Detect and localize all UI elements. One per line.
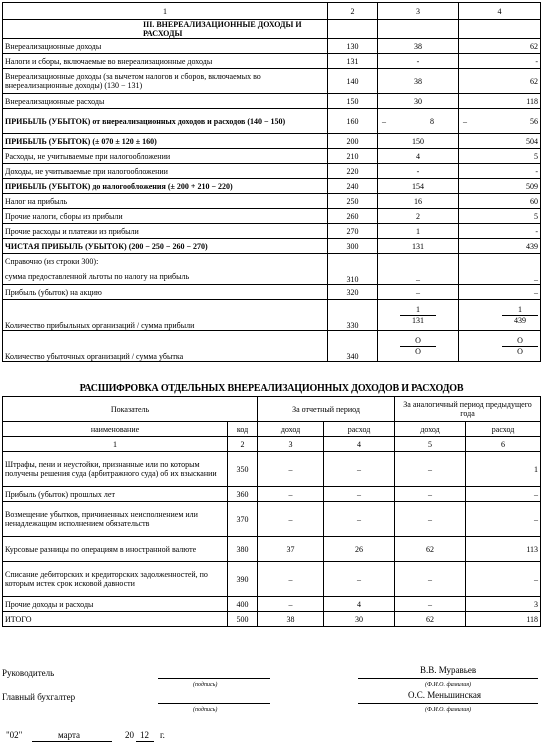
row-expense-previous: – <box>466 487 541 502</box>
table-row <box>3 537 541 562</box>
row-code: 310 <box>328 254 378 285</box>
row-income-previous: – <box>395 597 466 612</box>
row-label: Курсовые разницы по операциям в иностранной валюте <box>3 537 228 562</box>
col-number-6: 6 <box>466 437 541 452</box>
table-row <box>3 254 541 285</box>
sign-dash: – <box>463 116 467 126</box>
row-value-current <box>378 109 459 134</box>
row-expense-current: – <box>324 487 395 502</box>
table-row <box>3 134 541 149</box>
income-expense-table <box>2 2 541 362</box>
row-label: ЧИСТАЯ ПРИБЫЛЬ (УБЫТОК) (200 − 250 − 260 − 270) <box>3 239 328 254</box>
table-row <box>3 452 541 487</box>
row-income-current: – <box>258 452 324 487</box>
row-income-current: – <box>258 562 324 597</box>
breakdown-title: РАСШИФРОВКА ОТДЕЛЬНЫХ ВНЕРЕАЛИЗАЦИОННЫХ ДОХОДОВ И РАСХОДОВ <box>79 383 464 394</box>
fraction-denominator: О <box>517 346 523 356</box>
header-previous-period: За аналогичный период предыдущего года <box>395 397 541 422</box>
row-code: 330 <box>328 300 378 331</box>
row-code: 240 <box>328 179 378 194</box>
row-value-previous: 60 <box>459 194 541 209</box>
row-label: ПРИБЫЛЬ (УБЫТОК) до налогообложения (± 200 + 210 − 220) <box>3 179 328 194</box>
accountant-signature-caption: (подпись) <box>193 707 218 713</box>
row-expense-current: 30 <box>324 612 395 627</box>
table-row <box>3 194 541 209</box>
row-label: Прочие расходы и платежи из прибыли <box>3 224 328 239</box>
accountant-label: Главный бухгалтер <box>2 692 76 702</box>
row-code: 200 <box>328 134 378 149</box>
fraction-numerator: О <box>400 336 436 347</box>
col-number-4: 4 <box>324 437 395 452</box>
col-number-1: 1 <box>3 3 328 20</box>
section-title: III. ВНЕРЕАЛИЗАЦИОННЫЕ ДОХОДЫ И РАСХОДЫ <box>3 20 328 39</box>
row-label: ПРИБЫЛЬ (УБЫТОК) (± 070 ± 120 ± 160) <box>3 134 328 149</box>
col-number-2: 2 <box>328 3 378 20</box>
row-code: 140 <box>328 69 378 94</box>
row-label: Прочие налоги, сборы из прибыли <box>3 209 328 224</box>
row-income-previous: – <box>395 452 466 487</box>
date-year: 12 <box>140 730 149 740</box>
value: 56 <box>530 116 538 126</box>
row-code: 260 <box>328 209 378 224</box>
row-value-current: - <box>378 54 459 69</box>
fraction <box>400 336 436 357</box>
row-income-current: – <box>258 487 324 502</box>
row-expense-previous: 1 <box>466 452 541 487</box>
col-number-5: 5 <box>395 437 466 452</box>
row-label: Налог на прибыль <box>3 194 328 209</box>
header-code: код <box>228 422 258 437</box>
row-value-current: 16 <box>378 194 459 209</box>
value: 8 <box>430 116 434 126</box>
header-income-previous: доход <box>395 422 466 437</box>
row-label: Списание дебиторских и кредиторских задолженностей, по которым истек срок исковой давности <box>3 562 228 597</box>
row-value-current <box>378 331 459 362</box>
row-code: 400 <box>228 597 258 612</box>
fraction-numerator: О <box>502 336 538 347</box>
fraction <box>400 305 436 326</box>
row-value-current: 38 <box>378 69 459 94</box>
row-label: Налоги и сборы, включаемые во внереализационные доходы <box>3 54 328 69</box>
fraction-numerator: 1 <box>502 305 538 316</box>
date-month: марта <box>58 730 81 740</box>
row-value-previous: 62 <box>459 69 541 94</box>
row-code: 390 <box>228 562 258 597</box>
reference-label: Справочно (из строки 300): <box>5 257 99 266</box>
row-value-previous: - <box>459 224 541 239</box>
date-day: "02" <box>6 730 23 740</box>
sign-dash: – <box>382 116 386 126</box>
row-value-previous <box>459 109 541 134</box>
row-code: 250 <box>328 194 378 209</box>
row-value-current: 30 <box>378 94 459 109</box>
row-code: 270 <box>328 224 378 239</box>
row-value-previous: – <box>459 254 541 285</box>
accountant-name: О.С. Меньшинская <box>408 690 481 700</box>
date-year-prefix: 20 <box>125 730 134 740</box>
head-signature-caption: (подпись) <box>193 682 218 688</box>
row-value-previous: 62 <box>459 39 541 54</box>
head-signature-line <box>158 678 270 679</box>
row-value-current: 154 <box>378 179 459 194</box>
table-row <box>3 209 541 224</box>
row-value-current: 4 <box>378 149 459 164</box>
table-row <box>3 39 541 54</box>
row-expense-previous: – <box>466 502 541 537</box>
row-code: 370 <box>228 502 258 537</box>
row-expense-previous: 118 <box>466 612 541 627</box>
table-row <box>3 562 541 597</box>
row-code: 150 <box>328 94 378 109</box>
row-code: 131 <box>328 54 378 69</box>
date-suffix: г. <box>160 730 165 740</box>
row-value-previous: 509 <box>459 179 541 194</box>
accountant-name-caption: (Ф.И.О. фамилия) <box>425 707 471 713</box>
row-label: Количество прибыльных организаций / сумма прибыли <box>3 300 328 331</box>
breakdown-table <box>2 396 541 627</box>
col-number-4: 4 <box>459 3 541 20</box>
row-income-current: – <box>258 597 324 612</box>
table-row <box>3 239 541 254</box>
row-value-current <box>378 300 459 331</box>
header-current-period: За отчетный период <box>258 397 395 422</box>
row-label: Внереализационные расходы <box>3 94 328 109</box>
accountant-signature-line <box>158 703 270 704</box>
row-expense-previous: – <box>466 562 541 597</box>
row-value-previous: 118 <box>459 94 541 109</box>
table-row <box>3 285 541 300</box>
row-code: 300 <box>328 239 378 254</box>
row-value-previous: 504 <box>459 134 541 149</box>
row-code: 500 <box>228 612 258 627</box>
row-value-current: – <box>378 254 459 285</box>
row-label: Прибыль (убыток) прошлых лет <box>3 487 228 502</box>
accountant-name-line <box>358 703 538 704</box>
table-row <box>3 149 541 164</box>
row-income-previous: – <box>395 487 466 502</box>
row-income-current: 37 <box>258 537 324 562</box>
row-income-previous: – <box>395 562 466 597</box>
row-value-current: 2 <box>378 209 459 224</box>
header-indicator: Показатель <box>3 397 258 422</box>
table-row <box>3 109 541 134</box>
table-row <box>3 54 541 69</box>
row-value-previous: 5 <box>459 209 541 224</box>
row-value-current: – <box>378 285 459 300</box>
table-row <box>3 69 541 94</box>
row-value-previous: 439 <box>459 239 541 254</box>
row-income-previous: 62 <box>395 612 466 627</box>
row-label <box>3 254 328 285</box>
table-row <box>3 224 541 239</box>
row-expense-previous: 113 <box>466 537 541 562</box>
row-code: 210 <box>328 149 378 164</box>
header-income-current: доход <box>258 422 324 437</box>
row-value-previous: - <box>459 54 541 69</box>
head-name: В.В. Муравьев <box>420 665 477 675</box>
header-expense-previous: расход <box>466 422 541 437</box>
head-label: Руководитель <box>2 668 55 678</box>
row-code: 380 <box>228 537 258 562</box>
fraction-denominator: 131 <box>412 315 424 325</box>
row-expense-current: – <box>324 562 395 597</box>
table-row <box>3 300 541 331</box>
row-code: 160 <box>328 109 378 134</box>
row-income-previous: – <box>395 502 466 537</box>
row-expense-current: 26 <box>324 537 395 562</box>
head-name-caption: (Ф.И.О. фамилия) <box>425 682 471 688</box>
col-number-3: 3 <box>258 437 324 452</box>
row-value-previous: 5 <box>459 149 541 164</box>
row-code: 350 <box>228 452 258 487</box>
table-row <box>3 164 541 179</box>
col-number-3: 3 <box>378 3 459 20</box>
fraction-denominator: О <box>415 346 421 356</box>
row-income-current: – <box>258 502 324 537</box>
row-income-current: 38 <box>258 612 324 627</box>
table-row <box>3 487 541 502</box>
row-label: Штрафы, пени и неустойки, признанные или по которым получены решения суда (арбитражного суда) об их взыскании <box>3 452 228 487</box>
fraction-numerator: 1 <box>400 305 436 316</box>
row-value-previous <box>459 300 541 331</box>
fraction-denominator: 439 <box>514 315 526 325</box>
fraction <box>502 336 538 357</box>
row-code: 360 <box>228 487 258 502</box>
row-value-current: 1 <box>378 224 459 239</box>
row-expense-current: 4 <box>324 597 395 612</box>
row-code: 220 <box>328 164 378 179</box>
date-month-line <box>32 741 112 742</box>
row-expense-current: – <box>324 452 395 487</box>
table-row <box>3 597 541 612</box>
row-label: Прочие доходы и расходы <box>3 597 228 612</box>
row-label: Количество убыточных организаций / сумма убытка <box>3 331 328 362</box>
head-name-line <box>358 678 538 679</box>
col-number-1: 1 <box>3 437 228 452</box>
row-value-previous: – <box>459 285 541 300</box>
date-year-line <box>136 741 154 742</box>
row-label: ИТОГО <box>3 612 228 627</box>
row-value-current: 150 <box>378 134 459 149</box>
row-value-current: 131 <box>378 239 459 254</box>
table-row <box>3 94 541 109</box>
table-row <box>3 331 541 362</box>
row-label: Возмещение убытков, причиненных неисполнением или ненадлежащим исполнением обязательств <box>3 502 228 537</box>
row-label: Доходы, не учитываемые при налогообложении <box>3 164 328 179</box>
table-row <box>3 612 541 627</box>
row-value-current: 38 <box>378 39 459 54</box>
row-expense-current: – <box>324 502 395 537</box>
row-income-previous: 62 <box>395 537 466 562</box>
row-label: Расходы, не учитываемые при налогообложении <box>3 149 328 164</box>
row-label: Внереализационные доходы (за вычетом налогов и сборов, включаемых во внереализационные доходы) (130 − 131) <box>3 69 328 94</box>
row-label: Внереализационные доходы <box>3 39 328 54</box>
row-label: Прибыль (убыток) на акцию <box>3 285 328 300</box>
header-expense-current: расход <box>324 422 395 437</box>
row-expense-previous: 3 <box>466 597 541 612</box>
row-label: ПРИБЫЛЬ (УБЫТОК) от внереализационных доходов и расходов (140 − 150) <box>3 109 328 134</box>
benefit-label: сумма предоставленной льготы по налогу на прибыль <box>5 272 190 281</box>
table-row <box>3 502 541 537</box>
row-code: 130 <box>328 39 378 54</box>
table-row <box>3 179 541 194</box>
fraction <box>502 305 538 326</box>
row-code: 320 <box>328 285 378 300</box>
row-value-current: - <box>378 164 459 179</box>
row-value-previous <box>459 331 541 362</box>
row-value-previous: - <box>459 164 541 179</box>
header-name: наименование <box>3 422 228 437</box>
row-code: 340 <box>328 331 378 362</box>
col-number-2: 2 <box>228 437 258 452</box>
